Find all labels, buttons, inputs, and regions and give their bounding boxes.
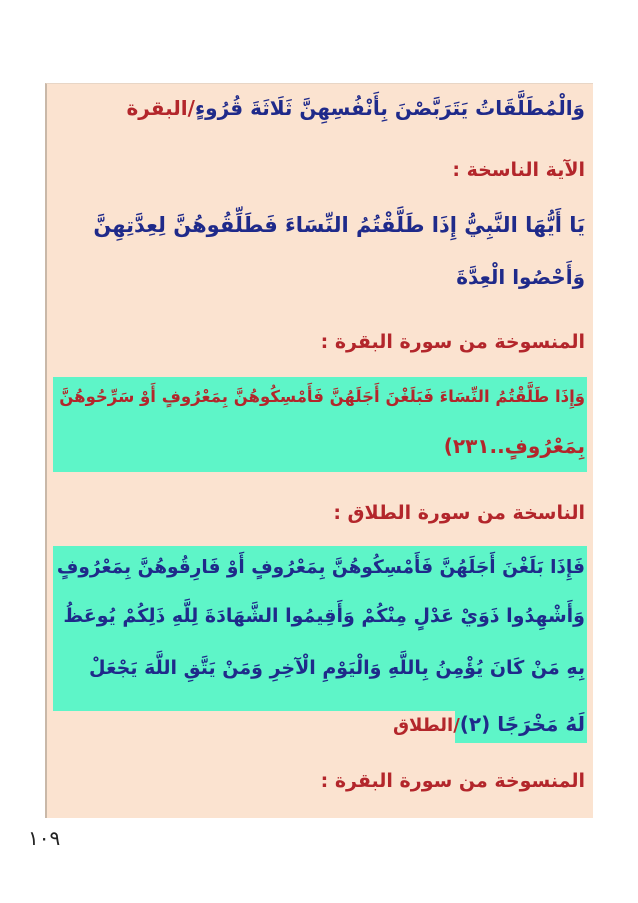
verse-4-line-2: وَأَشْهِدُوا ذَوَيْ عَدْلٍ مِنْكُمْ وَأَقِيمُوا الشَّهَادَةَ لِلَّهِ ذَلِكُمْ يُوعَظُ (63, 605, 585, 627)
verse-2-line-2: وَأَحْصُوا الْعِدَّةَ (456, 265, 585, 289)
verse-3-line-1: وَإِذَا طَلَّقْتُمُ النِّسَاءَ فَبَلَغْنَ أَجَلَهُنَّ فَأَمْسِكُوهُنَّ بِمَعْرُوفٍ أَوْ سَرِّحُوهُنَّ (59, 387, 585, 406)
heading-nasikha: الآية الناسخة : (452, 159, 585, 181)
content-panel (45, 83, 593, 818)
verse-1-text: وَالْمُطَلَّقَاتُ يَتَرَبَّصْنَ بِأَنْفُسِهِنَّ ثَلَاثَةَ قُرُوءٍ (194, 96, 585, 120)
verse-4-line-4-text: لَهُ مَخْرَجًا (٢) (459, 712, 585, 736)
heading-mansukha-baqara-2: المنسوخة من سورة البقرة : (320, 770, 585, 792)
page-number: ١٠٩ (28, 826, 61, 850)
heading-nasikha-talaq: الناسخة من سورة الطلاق : (333, 502, 585, 524)
heading-mansukha-baqara-1: المنسوخة من سورة البقرة : (320, 331, 585, 353)
verse-2-line-1: يَا أَيُّهَا النَّبِيُّ إِذَا طَلَّقْتُمُ النِّسَاءَ فَطَلِّقُوهُنَّ لِعِدَّتِهِنَّ (93, 213, 585, 237)
verse-1-line (55, 98, 585, 118)
verse-1-source: /البقرة (126, 96, 195, 120)
verse-4-source: /الطلاق (392, 715, 460, 736)
verse-4-line-3: بِهِ مَنْ كَانَ يُؤْمِنُ بِاللَّهِ وَالْيَوْمِ الْآخِرِ وَمَنْ يَتَّقِ اللَّهَ يَجْعَلْ (88, 657, 585, 679)
verse-3-line-2: بِمَعْرُوفٍ..٢٣١) (443, 434, 585, 458)
verse-4-line-4 (55, 714, 585, 735)
verse-4-line-1: فَإِذَا بَلَغْنَ أَجَلَهُنَّ فَأَمْسِكُوهُنَّ بِمَعْرُوفٍ أَوْ فَارِقُوهُنَّ بِمَعْرُوفٍ (56, 557, 585, 578)
